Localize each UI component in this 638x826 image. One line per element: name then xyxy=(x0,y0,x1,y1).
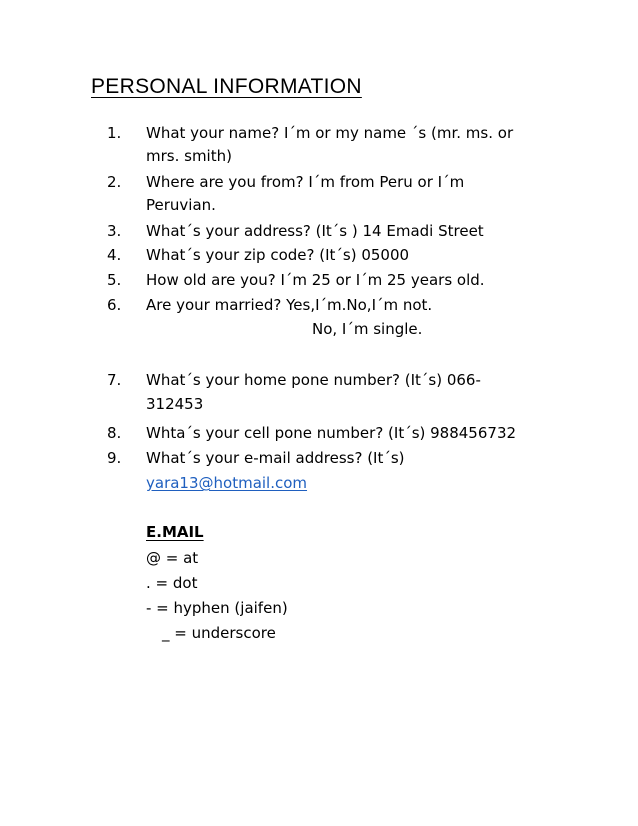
email-symbol-underscore: _ = underscore xyxy=(162,624,276,642)
item-6-line-1: Are your married? Yes,I´m.No,I´m not. xyxy=(146,296,433,314)
email-symbol-dot: . = dot xyxy=(146,574,198,592)
item-5-line-1: How old are you? I´m 25 or I´m 25 years old. xyxy=(146,271,485,289)
item-number-6: 6. xyxy=(107,296,122,314)
item-number-2: 2. xyxy=(107,173,122,191)
email-section-heading: E.MAIL xyxy=(146,523,204,541)
item-1-line-1: What your name? I´m or my name ´s (mr. ms. or xyxy=(146,124,514,142)
item-number-5: 5. xyxy=(107,271,122,289)
item-7-line-1: What´s your home pone number? (It´s) 066- xyxy=(146,371,481,389)
item-number-4: 4. xyxy=(107,246,122,264)
item-8-line-1: Whta´s your cell pone number? (It´s) 988456732 xyxy=(146,424,517,442)
item-2-line-2: Peruvian. xyxy=(146,196,216,214)
item-4-line-1: What´s your zip code? (It´s) 05000 xyxy=(146,246,410,264)
item-number-3: 3. xyxy=(107,222,122,240)
item-number-9: 9. xyxy=(107,449,122,467)
item-2-line-1: Where are you from? I´m from Peru or I´m xyxy=(146,173,465,191)
item-6-extra-line: No, I´m single. xyxy=(312,320,423,338)
email-address-link[interactable]: yara13@hotmail.com xyxy=(146,474,308,492)
item-number-1: 1. xyxy=(107,124,122,142)
email-symbol-at: @ = at xyxy=(146,549,199,567)
item-number-7: 7. xyxy=(107,371,122,389)
item-7-line-2: 312453 xyxy=(146,395,204,413)
email-symbol-hyphen: - = hyphen (jaifen) xyxy=(146,599,288,617)
item-3-line-1: What´s your address? (It´s ) 14 Emadi Street xyxy=(146,222,484,240)
item-1-line-2: mrs. smith) xyxy=(146,147,232,165)
item-9-line-1: What´s your e-mail address? (It´s) xyxy=(146,449,405,467)
item-number-8: 8. xyxy=(107,424,122,442)
page-title: PERSONAL INFORMATION xyxy=(91,75,362,98)
